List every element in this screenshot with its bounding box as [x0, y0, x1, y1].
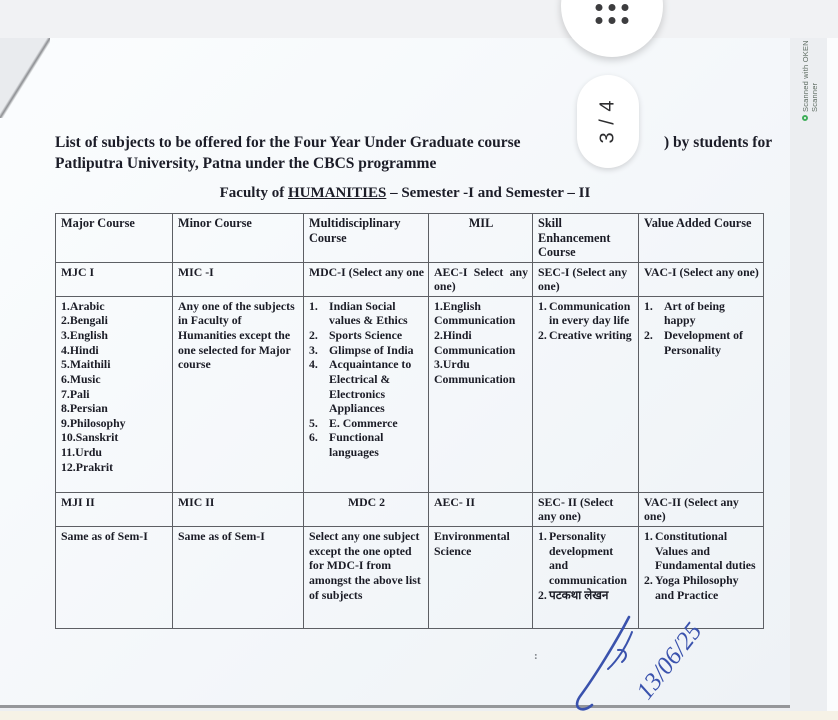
cell-line: 1.Arabic [61, 298, 105, 313]
cell-major-sem1 [56, 296, 173, 492]
cell-line: 2. Sports Science [309, 328, 403, 342]
cell-minor-sem2: Same as of Sem-I [173, 527, 304, 629]
cell-line: 1.English Communication [434, 298, 516, 328]
cell-line: 1. Constitutional Values and Fundamental duties [644, 529, 756, 573]
scanner-watermark [797, 30, 819, 126]
scanner-logo-icon [802, 115, 808, 121]
scanned-document-page [0, 38, 790, 708]
semester1-codes-row [56, 262, 764, 296]
page-indicator-label: 3 / 4 [596, 99, 619, 144]
cell-line: 4. Acquaintance to Electrical & Electronics Appliances [309, 357, 412, 416]
stray-colon-mark: : [534, 650, 538, 662]
cell-line: 3.English [61, 328, 108, 342]
cell-line: 11.Urdu [61, 445, 102, 459]
signature-flourish-stroke [577, 617, 629, 709]
subtitle-prefix: Faculty of [219, 185, 288, 201]
code-mji2: MJI II [56, 492, 173, 526]
code-mdc1: MDC-I (Select any one [304, 262, 429, 296]
code-mdc2: MDC 2 [304, 492, 429, 526]
cell-line: 5.Maithili [61, 357, 111, 372]
code-sec1: SEC-I (Select any one) [533, 262, 639, 296]
document-title [55, 132, 773, 174]
cell-line: 9.Philosophy [61, 415, 126, 430]
cell-line: 1. Indian Social values & Ethics [309, 298, 408, 328]
code-mic2: MIC II [173, 492, 304, 526]
signature-handwriting [550, 603, 765, 715]
right-side-gap [790, 38, 827, 720]
document-title-line2: Patliputra University, Patna under the CBCS programme [55, 155, 437, 172]
code-mic1: MIC -I [173, 262, 304, 296]
column-header-skill-enhancement: Skill Enhancement Course [533, 214, 639, 263]
cell-line: 12.Prakrit [61, 459, 114, 474]
cell-mdc-sem2: Select any one subject except the one opted for MDC-I from amongst the above list of subjects [304, 527, 429, 629]
title-text-part1: List of subjects to be offered for the Four Year Under Graduate course [55, 134, 521, 151]
cell-mil-sem2: Environmental Science [429, 527, 533, 629]
cell-line: 1. Art of being happy [644, 298, 725, 328]
cell-minor-sem1: Any one of the subjects in Faculty of Humanities except the one selected for Major course [173, 296, 304, 492]
document-subtitle [55, 185, 755, 202]
cell-sec-sem1 [533, 296, 639, 492]
code-vac1: VAC-I (Select any one) [639, 262, 764, 296]
right-edge-strip [827, 38, 838, 720]
signature-date-text: 13/06/25 [631, 618, 708, 705]
cell-vac-sem1 [639, 296, 764, 492]
semester2-codes-row [56, 492, 764, 526]
subtitle-faculty-name: HUMANITIES [287, 185, 387, 201]
code-aec2: AEC- II [429, 492, 533, 526]
code-sec2: SEC- II (Select any one) [533, 492, 639, 526]
cell-major-sem2: Same as of Sem-I [56, 527, 173, 629]
cell-line: 3.Urdu Communication [434, 357, 516, 386]
cell-line: 8.Persian [61, 401, 108, 416]
cell-line: 2. Creative writing [538, 328, 632, 342]
scanner-watermark-label: Scanned with OKEN Scanner [801, 40, 819, 112]
app-top-bar [0, 0, 838, 38]
semester1-subjects-row [56, 296, 764, 492]
column-header-minor: Minor Course [173, 214, 304, 263]
column-header-mil: MIL [429, 214, 533, 263]
column-header-major: Major Course [56, 214, 173, 263]
cell-line: 5. E. Commerce [309, 415, 398, 430]
cell-line: 10.Sanskrit [61, 430, 119, 445]
cell-line: 3. Glimpse of India [309, 342, 414, 357]
cell-line: 2. Yoga Philosophy and Practice [644, 572, 739, 602]
subjects-table [55, 213, 764, 629]
code-mjc1: MJC I [56, 262, 173, 296]
subtitle-suffix: – Semester -I and Semester – II [386, 185, 591, 201]
cell-line: 2.Bengali [61, 313, 108, 328]
cell-line: 2.Hindi Communication [434, 328, 516, 357]
cell-line: 6.Music [61, 371, 101, 386]
page-indicator [577, 75, 639, 168]
grid-dots-icon [596, 4, 629, 24]
document-title-line1 [55, 132, 773, 153]
cell-line: 7.Pali [61, 386, 90, 401]
cell-line: 6. Functional languages [309, 430, 384, 459]
cell-line: 1. Communication in every day life [538, 298, 631, 328]
page-corner-fold [0, 38, 50, 118]
cell-mil-sem1 [429, 296, 533, 492]
cell-line: 2. पटकथा लेखन [538, 587, 609, 602]
cell-mdc-sem1 [304, 296, 429, 492]
table-header-row [56, 214, 764, 263]
column-header-multidisciplinary: Multidisciplinary Course [304, 214, 429, 263]
cell-line: 1. Personality development and communication [538, 529, 627, 587]
code-aec1: AEC-I Select any one) [429, 262, 533, 296]
cell-line: 2. Development of Personality [644, 328, 743, 357]
title-text-part2: ) by students for [664, 134, 773, 151]
column-header-value-added: Value Added Course [639, 214, 764, 263]
cell-line: 4.Hindi [61, 342, 99, 357]
code-vac2: VAC-II (Select any one) [639, 492, 764, 526]
